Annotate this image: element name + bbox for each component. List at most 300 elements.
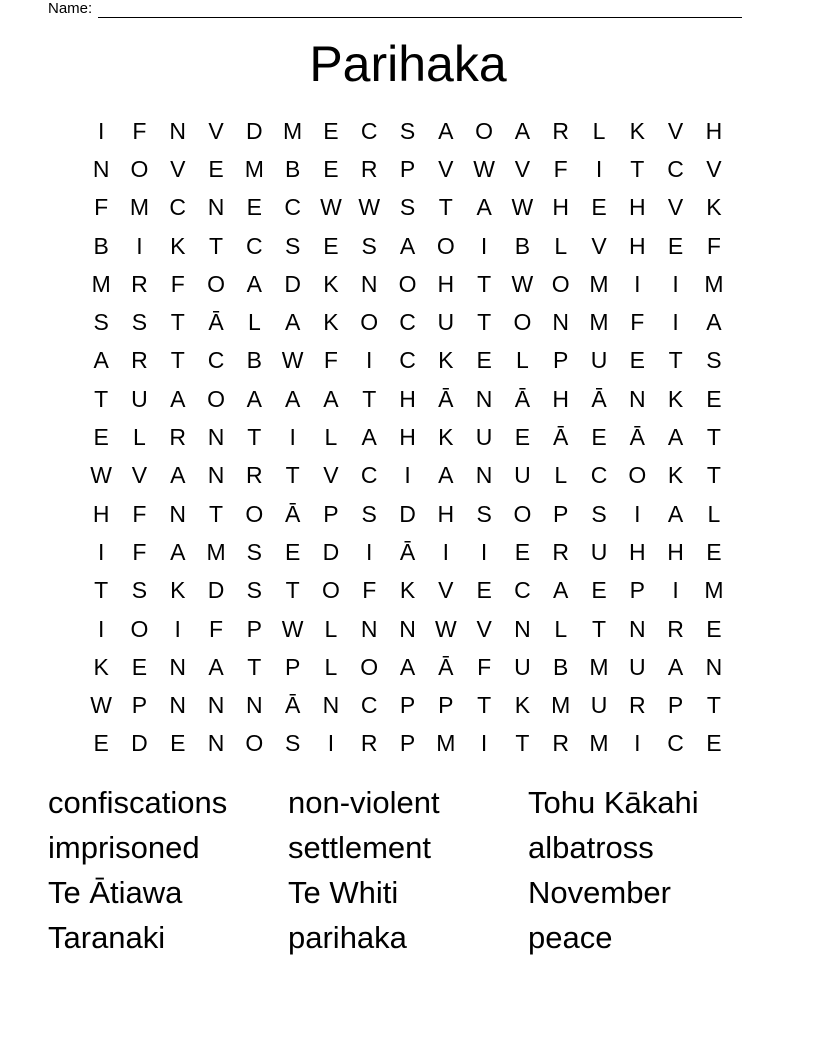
grid-letter: M bbox=[244, 155, 264, 182]
grid-letter: U bbox=[514, 462, 531, 489]
grid-letter: N bbox=[475, 462, 493, 489]
name-underline bbox=[98, 2, 742, 18]
grid-letter: V bbox=[170, 155, 186, 182]
grid-letter: S bbox=[476, 500, 492, 527]
grid-letter: E bbox=[591, 424, 607, 451]
grid-letter: N bbox=[399, 615, 416, 642]
grid-letter: B bbox=[553, 653, 569, 680]
grid-letter: P bbox=[323, 500, 339, 527]
grid-letter: C bbox=[399, 347, 416, 374]
grid-letter: I bbox=[97, 117, 105, 144]
grid-letter: U bbox=[590, 347, 608, 374]
grid-letter: N bbox=[705, 653, 723, 680]
grid-letter: L bbox=[554, 232, 568, 259]
grid-letter: B bbox=[93, 232, 109, 259]
grid-letter: E bbox=[284, 538, 301, 565]
grid-letter: H bbox=[667, 538, 684, 565]
grid-letter: H bbox=[92, 500, 110, 527]
grid-letter: N bbox=[207, 692, 225, 719]
grid-letter: O bbox=[628, 462, 647, 489]
grid-letter: E bbox=[514, 424, 531, 451]
grid-letter: S bbox=[591, 500, 607, 527]
grid-letter: A bbox=[170, 385, 186, 412]
grid-letter: Ā bbox=[591, 385, 607, 412]
grid-letter: T bbox=[247, 653, 262, 680]
grid-letter: H bbox=[552, 385, 570, 412]
grid-letter: W bbox=[281, 615, 304, 642]
grid-letter: Ā bbox=[629, 424, 645, 451]
grid-letter: P bbox=[438, 692, 454, 719]
grid-letter: Ā bbox=[438, 653, 454, 680]
grid-letter: V bbox=[514, 155, 531, 182]
grid-letter: L bbox=[707, 500, 721, 527]
word-list-item: Taranaki bbox=[48, 920, 166, 955]
grid-letter: C bbox=[360, 117, 378, 144]
grid-letter: O bbox=[360, 653, 379, 680]
grid-letter: T bbox=[285, 577, 300, 604]
grid-letter: O bbox=[513, 309, 532, 336]
grid-letter: R bbox=[131, 270, 148, 297]
grid-letter: N bbox=[207, 730, 225, 757]
grid-letter: N bbox=[322, 692, 340, 719]
grid-letter: T bbox=[209, 232, 224, 259]
grid-letter: L bbox=[554, 615, 568, 642]
grid-letter: I bbox=[366, 347, 373, 374]
grid-letter: Ā bbox=[553, 424, 569, 451]
grid-letter: A bbox=[246, 270, 262, 297]
grid-letter: Ā bbox=[399, 538, 416, 565]
grid-letter: T bbox=[668, 347, 683, 374]
grid-letter: M bbox=[436, 730, 456, 757]
grid-letter: N bbox=[169, 500, 187, 527]
grid-letter: V bbox=[131, 462, 148, 489]
grid-letter: O bbox=[551, 270, 570, 297]
grid-letter: E bbox=[591, 577, 607, 604]
grid-letter: I bbox=[634, 500, 641, 527]
grid-letter: I bbox=[480, 730, 488, 757]
grid-letter: D bbox=[246, 117, 263, 144]
grid-letter: P bbox=[399, 730, 416, 757]
grid-letter: N bbox=[169, 692, 187, 719]
grid-letter: T bbox=[706, 462, 721, 489]
word-list-item: albatross bbox=[528, 830, 654, 865]
grid-letter: L bbox=[133, 424, 146, 451]
name-field[interactable] bbox=[48, 0, 742, 18]
grid-letter: H bbox=[628, 538, 646, 565]
grid-letter: A bbox=[514, 117, 531, 144]
grid-letter: P bbox=[131, 692, 148, 719]
grid-letter: H bbox=[705, 117, 723, 144]
grid-letter: E bbox=[706, 730, 722, 757]
grid-letter: M bbox=[206, 538, 226, 565]
grid-letter: D bbox=[131, 730, 148, 757]
grid-letter: N bbox=[514, 615, 531, 642]
grid-letter: T bbox=[591, 615, 607, 642]
grid-letter: T bbox=[94, 385, 109, 412]
grid-letter: M bbox=[129, 194, 150, 221]
grid-letter: F bbox=[209, 615, 224, 642]
grid-letter: A bbox=[667, 500, 684, 527]
grid-letter: M bbox=[91, 270, 111, 297]
grid-letter: N bbox=[360, 615, 378, 642]
grid-letter: M bbox=[589, 270, 609, 297]
grid-letter: K bbox=[667, 462, 684, 489]
grid-letter: H bbox=[552, 194, 570, 221]
grid-letter: A bbox=[284, 309, 301, 336]
grid-letter: L bbox=[516, 347, 529, 374]
grid-letter: K bbox=[438, 347, 454, 374]
word-list-item: parihaka bbox=[288, 920, 407, 955]
word-list-item: November bbox=[528, 875, 671, 910]
grid-letter: T bbox=[170, 347, 185, 374]
grid-letter: A bbox=[667, 653, 684, 680]
grid-letter: U bbox=[590, 692, 608, 719]
grid-letter: I bbox=[672, 309, 679, 336]
grid-letter: W bbox=[358, 194, 381, 221]
grid-letter: D bbox=[322, 538, 340, 565]
grid-letter: T bbox=[477, 309, 492, 336]
grid-letter: B bbox=[284, 155, 301, 182]
grid-letter: T bbox=[94, 577, 109, 604]
grid-letter: C bbox=[169, 194, 187, 221]
grid-letter: E bbox=[208, 155, 224, 182]
grid-letter: N bbox=[207, 194, 225, 221]
grid-letter: O bbox=[245, 500, 264, 527]
grid-letter: A bbox=[284, 385, 301, 412]
grid-letter: K bbox=[438, 424, 454, 451]
grid-letter: I bbox=[672, 577, 679, 604]
grid-letter: M bbox=[589, 730, 609, 757]
grid-letter: N bbox=[207, 462, 225, 489]
grid-letter: V bbox=[667, 194, 684, 221]
grid-letter: S bbox=[246, 538, 262, 565]
grid-letter: I bbox=[174, 615, 181, 642]
grid-letter: H bbox=[628, 232, 646, 259]
grid-letter: C bbox=[360, 692, 378, 719]
grid-letter: R bbox=[246, 462, 263, 489]
word-list-item: Te Ātiawa bbox=[48, 875, 183, 910]
grid-letter: V bbox=[667, 117, 684, 144]
grid-letter: I bbox=[136, 232, 143, 259]
grid-letter: V bbox=[706, 155, 722, 182]
grid-letter: E bbox=[323, 117, 339, 144]
grid-letter: O bbox=[436, 232, 455, 259]
grid-letter: V bbox=[323, 462, 339, 489]
grid-letter: S bbox=[246, 577, 262, 604]
grid-letter: E bbox=[323, 155, 339, 182]
grid-letter: I bbox=[480, 232, 488, 259]
letter-grid bbox=[82, 112, 733, 763]
grid-letter: O bbox=[130, 615, 149, 642]
grid-letter: E bbox=[706, 615, 722, 642]
grid-letter: F bbox=[630, 309, 645, 336]
grid-letter: I bbox=[634, 730, 641, 757]
grid-letter: W bbox=[90, 462, 112, 489]
grid-letter: K bbox=[93, 653, 109, 680]
grid-letter: E bbox=[514, 538, 531, 565]
grid-letter: E bbox=[246, 194, 262, 221]
grid-letter: F bbox=[362, 577, 377, 604]
grid-letter: I bbox=[442, 538, 450, 565]
grid-letter: F bbox=[170, 270, 185, 297]
grid-letter: W bbox=[434, 615, 457, 642]
grid-letter: R bbox=[628, 692, 646, 719]
grid-letter: K bbox=[706, 194, 722, 221]
grid-letter: O bbox=[475, 117, 494, 144]
grid-letter: U bbox=[628, 653, 646, 680]
grid-letter: M bbox=[551, 692, 571, 719]
grid-letter: N bbox=[207, 424, 225, 451]
grid-letter: L bbox=[247, 309, 261, 336]
grid-letter: Ā bbox=[514, 385, 531, 412]
grid-letter: R bbox=[131, 347, 148, 374]
grid-letter: I bbox=[366, 538, 373, 565]
grid-letter: M bbox=[283, 117, 303, 144]
grid-letter: C bbox=[399, 309, 416, 336]
word-list bbox=[48, 780, 768, 960]
grid-letter: M bbox=[704, 577, 724, 604]
word-list-item: Tohu Kākahi bbox=[528, 785, 699, 820]
grid-letter: I bbox=[634, 270, 641, 297]
grid-letter: L bbox=[324, 615, 338, 642]
grid-letter: T bbox=[515, 730, 530, 757]
grid-letter: O bbox=[360, 309, 379, 336]
grid-letter: B bbox=[514, 232, 531, 259]
grid-letter: F bbox=[477, 653, 492, 680]
grid-letter: D bbox=[284, 270, 301, 297]
grid-letter: W bbox=[511, 194, 534, 221]
grid-letter: U bbox=[514, 653, 531, 680]
grid-letter: P bbox=[246, 615, 262, 642]
grid-letter: T bbox=[170, 309, 185, 336]
grid-letter: A bbox=[323, 385, 339, 412]
grid-letter: K bbox=[170, 577, 186, 604]
grid-letter: T bbox=[362, 385, 377, 412]
grid-letter: S bbox=[284, 730, 301, 757]
grid-letter: O bbox=[130, 155, 149, 182]
grid-letter: I bbox=[327, 730, 335, 757]
grid-letter: E bbox=[591, 194, 607, 221]
grid-letter: C bbox=[360, 462, 378, 489]
name-label: Name: bbox=[48, 0, 93, 17]
grid-letter: V bbox=[438, 577, 454, 604]
grid-letter: P bbox=[667, 692, 684, 719]
grid-letter: H bbox=[399, 424, 416, 451]
grid-letter: Ā bbox=[208, 309, 224, 336]
grid-letter: A bbox=[553, 577, 569, 604]
word-list-item: Te Whiti bbox=[288, 875, 399, 910]
grid-letter: K bbox=[629, 117, 645, 144]
grid-letter: S bbox=[706, 347, 722, 374]
grid-letter: T bbox=[477, 270, 492, 297]
grid-letter: F bbox=[323, 347, 338, 374]
grid-letter: Ā bbox=[284, 500, 301, 527]
grid-letter: A bbox=[438, 462, 454, 489]
grid-letter: F bbox=[132, 500, 147, 527]
grid-letter: A bbox=[399, 653, 416, 680]
grid-letter: F bbox=[706, 232, 721, 259]
grid-letter: O bbox=[207, 270, 225, 297]
grid-letter: I bbox=[97, 615, 105, 642]
grid-letter: S bbox=[361, 500, 377, 527]
grid-letter: C bbox=[514, 577, 531, 604]
grid-letter: A bbox=[399, 232, 416, 259]
grid-letter: T bbox=[477, 692, 492, 719]
grid-letter: R bbox=[667, 615, 684, 642]
grid-letter: W bbox=[511, 270, 534, 297]
grid-letter: S bbox=[93, 309, 109, 336]
grid-letter: F bbox=[132, 538, 147, 565]
grid-letter: N bbox=[92, 155, 110, 182]
grid-letter: C bbox=[667, 730, 684, 757]
grid-letter: P bbox=[399, 692, 416, 719]
grid-letter: A bbox=[246, 385, 262, 412]
grid-letter: O bbox=[245, 730, 264, 757]
grid-letter: N bbox=[169, 653, 187, 680]
grid-letter: R bbox=[552, 730, 570, 757]
grid-letter: A bbox=[170, 462, 186, 489]
grid-letter: D bbox=[399, 500, 416, 527]
grid-letter: H bbox=[437, 270, 455, 297]
grid-letter: T bbox=[438, 194, 453, 221]
grid-letter: E bbox=[93, 424, 109, 451]
grid-letter: A bbox=[706, 309, 722, 336]
grid-letter: E bbox=[667, 232, 684, 259]
grid-letter: K bbox=[323, 270, 339, 297]
word-list-item: settlement bbox=[288, 830, 432, 865]
grid-letter: O bbox=[321, 577, 340, 604]
grid-letter: P bbox=[553, 500, 569, 527]
grid-letter: V bbox=[208, 117, 224, 144]
grid-letter: A bbox=[667, 424, 684, 451]
grid-letter: E bbox=[706, 538, 722, 565]
grid-letter: V bbox=[591, 232, 607, 259]
grid-letter: O bbox=[398, 270, 417, 297]
grid-letter: R bbox=[360, 730, 378, 757]
grid-letter: E bbox=[706, 385, 722, 412]
grid-letter: T bbox=[209, 500, 224, 527]
grid-letter: M bbox=[704, 270, 724, 297]
grid-letter: R bbox=[552, 538, 570, 565]
grid-letter: C bbox=[207, 347, 225, 374]
grid-letter: F bbox=[94, 194, 109, 221]
grid-letter: C bbox=[284, 194, 301, 221]
grid-letter: V bbox=[438, 155, 454, 182]
grid-letter: P bbox=[284, 653, 301, 680]
grid-letter: W bbox=[90, 692, 112, 719]
grid-letter: F bbox=[132, 117, 147, 144]
grid-letter: E bbox=[476, 577, 492, 604]
grid-letter: C bbox=[246, 232, 263, 259]
grid-letter: P bbox=[629, 577, 645, 604]
grid-letter: M bbox=[589, 309, 609, 336]
grid-letter: I bbox=[289, 424, 296, 451]
grid-letter: E bbox=[131, 653, 148, 680]
grid-letter: S bbox=[131, 577, 148, 604]
grid-letter: U bbox=[437, 309, 455, 336]
grid-letter: K bbox=[667, 385, 684, 412]
grid-letter: S bbox=[284, 232, 301, 259]
grid-letter: I bbox=[672, 270, 679, 297]
word-list-item: peace bbox=[528, 920, 613, 955]
grid-letter: H bbox=[437, 500, 455, 527]
grid-letter: A bbox=[170, 538, 186, 565]
word-list-item: confiscations bbox=[48, 785, 228, 820]
grid-letter: S bbox=[361, 232, 377, 259]
grid-letter: R bbox=[169, 424, 187, 451]
grid-letter: A bbox=[208, 653, 224, 680]
grid-letter: E bbox=[629, 347, 645, 374]
grid-letter: K bbox=[323, 309, 339, 336]
grid-letter: B bbox=[246, 347, 262, 374]
grid-letter: L bbox=[324, 653, 338, 680]
grid-letter: N bbox=[360, 270, 378, 297]
grid-letter: A bbox=[476, 194, 492, 221]
grid-letter: L bbox=[324, 424, 338, 451]
grid-letter: H bbox=[628, 194, 646, 221]
grid-letter: N bbox=[246, 692, 263, 719]
grid-letter: R bbox=[552, 117, 570, 144]
grid-letter: D bbox=[207, 577, 225, 604]
grid-letter: I bbox=[404, 462, 411, 489]
word-list-item: non-violent bbox=[288, 785, 440, 820]
grid-letter: U bbox=[590, 538, 608, 565]
grid-letter: I bbox=[97, 538, 105, 565]
grid-letter: A bbox=[438, 117, 454, 144]
grid-letter: F bbox=[553, 155, 568, 182]
grid-letter: A bbox=[361, 424, 377, 451]
grid-letter: H bbox=[399, 385, 416, 412]
grid-letter: K bbox=[399, 577, 416, 604]
grid-letter: N bbox=[475, 385, 493, 412]
grid-letter: Ā bbox=[284, 692, 301, 719]
grid-letter: W bbox=[320, 194, 342, 221]
grid-letter: P bbox=[553, 347, 569, 374]
grid-letter: I bbox=[595, 155, 603, 182]
grid-letter: W bbox=[281, 347, 304, 374]
grid-letter: A bbox=[93, 347, 109, 374]
page-title: Parihaka bbox=[309, 36, 507, 92]
grid-letter: V bbox=[476, 615, 492, 642]
grid-letter: M bbox=[589, 653, 609, 680]
grid-letter: C bbox=[667, 155, 684, 182]
grid-letter: P bbox=[399, 155, 416, 182]
grid-letter: W bbox=[473, 155, 495, 182]
grid-letter: E bbox=[476, 347, 492, 374]
grid-letter: K bbox=[514, 692, 531, 719]
grid-letter: E bbox=[170, 730, 186, 757]
grid-letter: U bbox=[475, 424, 493, 451]
grid-letter: C bbox=[590, 462, 608, 489]
grid-letter: L bbox=[592, 117, 606, 144]
grid-letter: T bbox=[285, 462, 300, 489]
grid-letter: S bbox=[131, 309, 148, 336]
grid-letter: T bbox=[247, 424, 262, 451]
grid-letter: N bbox=[628, 385, 646, 412]
grid-letter: N bbox=[169, 117, 187, 144]
grid-letter: S bbox=[399, 194, 416, 221]
grid-letter: T bbox=[706, 692, 721, 719]
grid-letter: N bbox=[552, 309, 570, 336]
grid-letter: O bbox=[207, 385, 225, 412]
grid-letter: R bbox=[360, 155, 378, 182]
word-list-item: imprisoned bbox=[48, 830, 200, 865]
grid-letter: Ā bbox=[438, 385, 454, 412]
grid-letter: U bbox=[131, 385, 148, 412]
grid-letter: K bbox=[170, 232, 186, 259]
grid-letter: T bbox=[630, 155, 645, 182]
grid-letter: N bbox=[628, 615, 646, 642]
